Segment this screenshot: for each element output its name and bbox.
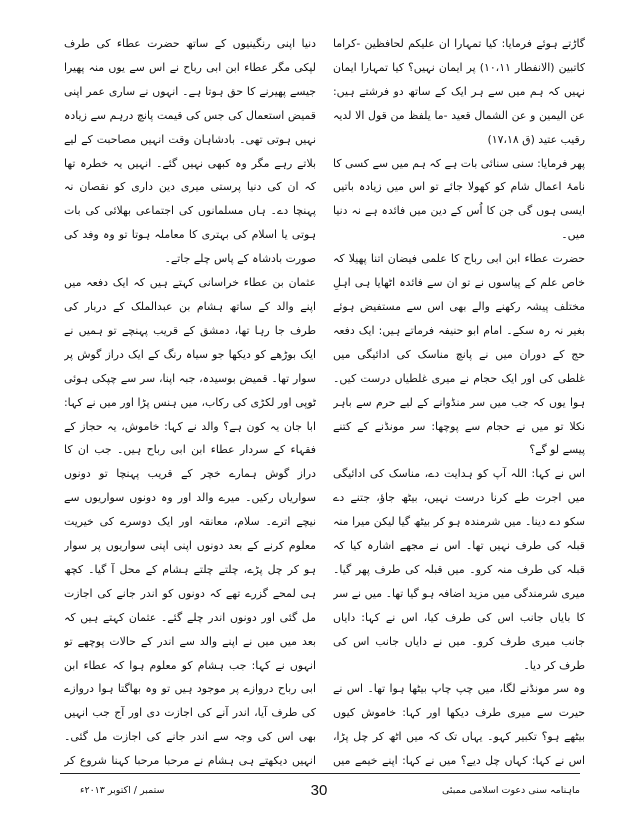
text-column-right bbox=[333, 32, 585, 767]
paragraph: حضرت عطاء ابن ابی رباح کا علمی فیضان اتنا پھیلا کہ خاص علم کے پیاسوں نے تو ان سے فائدہ اٹھایا ہی اہلِ مختلف پیشہ رکھنے والے بھی اس سے مستفیض ہوئے بغیر نہ رہ سکے۔ امام ابو حنیفہ فرماتے ہیں: ایک دفعہ حج کے دوران میں نے پانچ مناسک کی ادائیگی میں غلطی کی اور ایک حجام نے میری غلطیاں درست کیں۔ ہوا یوں کہ جب میں سر منڈوانے کے لیے حرم سے باہر نکلا تو میں نے حجام سے پوچھا: سر مونڈنے کے کتنے پیسے لو گے؟ bbox=[333, 252, 585, 457]
paragraph: پھر فرمایا: سنی سنائی بات ہے کہ ہم میں سے کسی کا نامۂ اعمال شام کو کھولا جائے تو اس میں زیادہ باتیں ایسی ہوں گی جن کا اُس کے دین میں فائدہ ہے نہ دنیا میں۔ bbox=[333, 156, 585, 242]
paragraph: دنیا اپنی رنگینیوں کے ساتھ حضرت عطاء کی طرف لپکی مگر عطاء ابن ابی رباح نے اس سے یوں منہ پھیرا جیسے پھیرنے کا حق ہوتا ہے۔ انہوں نے ساری عمر اپنی قمیض استعمال کی جس کی قیمت پانچ درہم سے زیادہ نہیں ہوتی تھی۔ بادشاہان وقت انہیں مصاحبت کے لیے بلاتے رہے مگر وہ کبھی نہیں گئے۔ انہیں یہ خطرہ تھا کہ ان کی دنیا پرستی میری دین داری کو نقصان نہ پہنچا دے۔ ہاں مسلمانوں کی اجتماعی بھلائی کی بات ہوتی یا اسلام کی بہتری کا معاملہ ہوتا تو وہ وفد کی صورت بادشاہ کے پاس چلے جاتے۔ bbox=[64, 37, 316, 266]
paragraph: گاڑتے ہوئے فرمایا: کیا تمہارا ان علیکم لحافظین -کراما کاتبین (الانفطار ۱۰،۱۱) پر ایمان نہیں؟ کیا تمہارا ایمان نہیں کہ ہم میں سے ہر ایک کے ساتھ دو فرشتے ہیں: عن الیمین و عن الشمال قعید -ما یلفظ من قول الا لدیہ رقیب عتید (ق ۱۷،۱۸) bbox=[333, 37, 585, 146]
paragraph: وہ سر مونڈنے لگا، میں چپ چاپ بیٹھا ہوا تھا۔ اس نے حیرت سے میری طرف دیکھا اور کہا: خاموش کیوں بیٹھے ہو؟ تکبیر کہو۔ یہاں تک کہ میں اٹھ کر چل پڑا، اس نے کہا: کہاں چل دیے؟ میں نے کہا: اپنے خیمے میں bbox=[333, 682, 585, 767]
footer-magazine-name: ماہنامہ سنی دعوت اسلامی ممبئی bbox=[441, 785, 580, 796]
text-column-left bbox=[64, 32, 316, 767]
paragraph: عثمان بن عطاء خراسانی کہتے ہیں کہ ایک دفعہ میں اپنے والد کے ساتھ ہشام بن عبدالملک کے دربار کی طرف جا رہا تھا، دمشق کے قریب پہنچے تو ہمیں نے ایک بوڑھے کو دیکھا جو سیاہ رنگ کے ایک دراز گوش پر سوار تھا۔ قمیض بوسیدہ، جبہ اپنا، سر سے چپکی ہوئی ٹوپی اور لکڑی کی رکاب، میں ہنس پڑا اور میں نے کہا: ابا جان یہ کون ہے؟ والد نے کہا: خاموش، یہ حجاز کے فقہاء کے سردار عطاء ابن ابی رباح ہیں۔ جب ان کا دراز گوش ہمارے خچر کے قریب پہنچا تو دونوں سواریاں رکیں۔ میرے والد اور وہ دونوں سواریوں سے نیچے اترے۔ سلام، معانقہ اور ایک دوسرے کی خیریت معلوم کرنے کے بعد دونوں اپنی اپنی سواریوں پر سوار ہو کر چل پڑے، چلتے چلتے ہشام کے محل آ گیا۔ کچھ ہی لمحے گزرے تھے کہ دونوں کو اندر جانے کی اجازت مل گئی اور دونوں اندر چلے گئے۔ عثمان کہتے ہیں کہ بعد میں میں نے اپنے والد سے اندر کے حالات پوچھے تو انہوں نے کہا: جب ہشام کو معلوم ہوا کہ عطاء ابن ابی رباح دروازے پر موجود ہیں تو وہ بھاگتا ہوا دروازے کی طرف آیا، اندر آنے کی اجازت دی اور آج جب انہیں بھی اس کی وجہ سے اندر جانے کی اجازت مل گئی۔ انہیں دیکھتے ہی ہشام نے مرحبا مرحبا کہنا شروع کر bbox=[64, 276, 316, 767]
page-number: 30 bbox=[310, 782, 328, 799]
footer-issue-date: ستمبر / اکتوبر ۲۰۱۳ء bbox=[80, 785, 165, 796]
paragraph: اس نے کہا: اللہ آپ کو ہدایت دے، مناسک کی ادائیگی میں اجرت طے کرنا درست نہیں، بیٹھ جاؤ، جتنے دے سکو دے دینا۔ میں شرمندہ ہو کر بیٹھ گیا لیکن میرا منہ قبلہ کی طرف نہیں تھا۔ اس نے مجھے اشارہ کیا کہ قبلہ کی طرف منہ کرو۔ میں قبلہ کی طرف پھر گیا۔ میری شرمندگی میں مزید اضافہ ہو گیا تھا۔ میں نے سر کا بایاں جانب اس کی طرف کیا، اس نے کہا: دایاں جانب میری طرف کرو۔ میں نے دایاں جانب اس کی طرف کر دیا۔ bbox=[333, 467, 585, 672]
footer-divider bbox=[60, 773, 580, 774]
